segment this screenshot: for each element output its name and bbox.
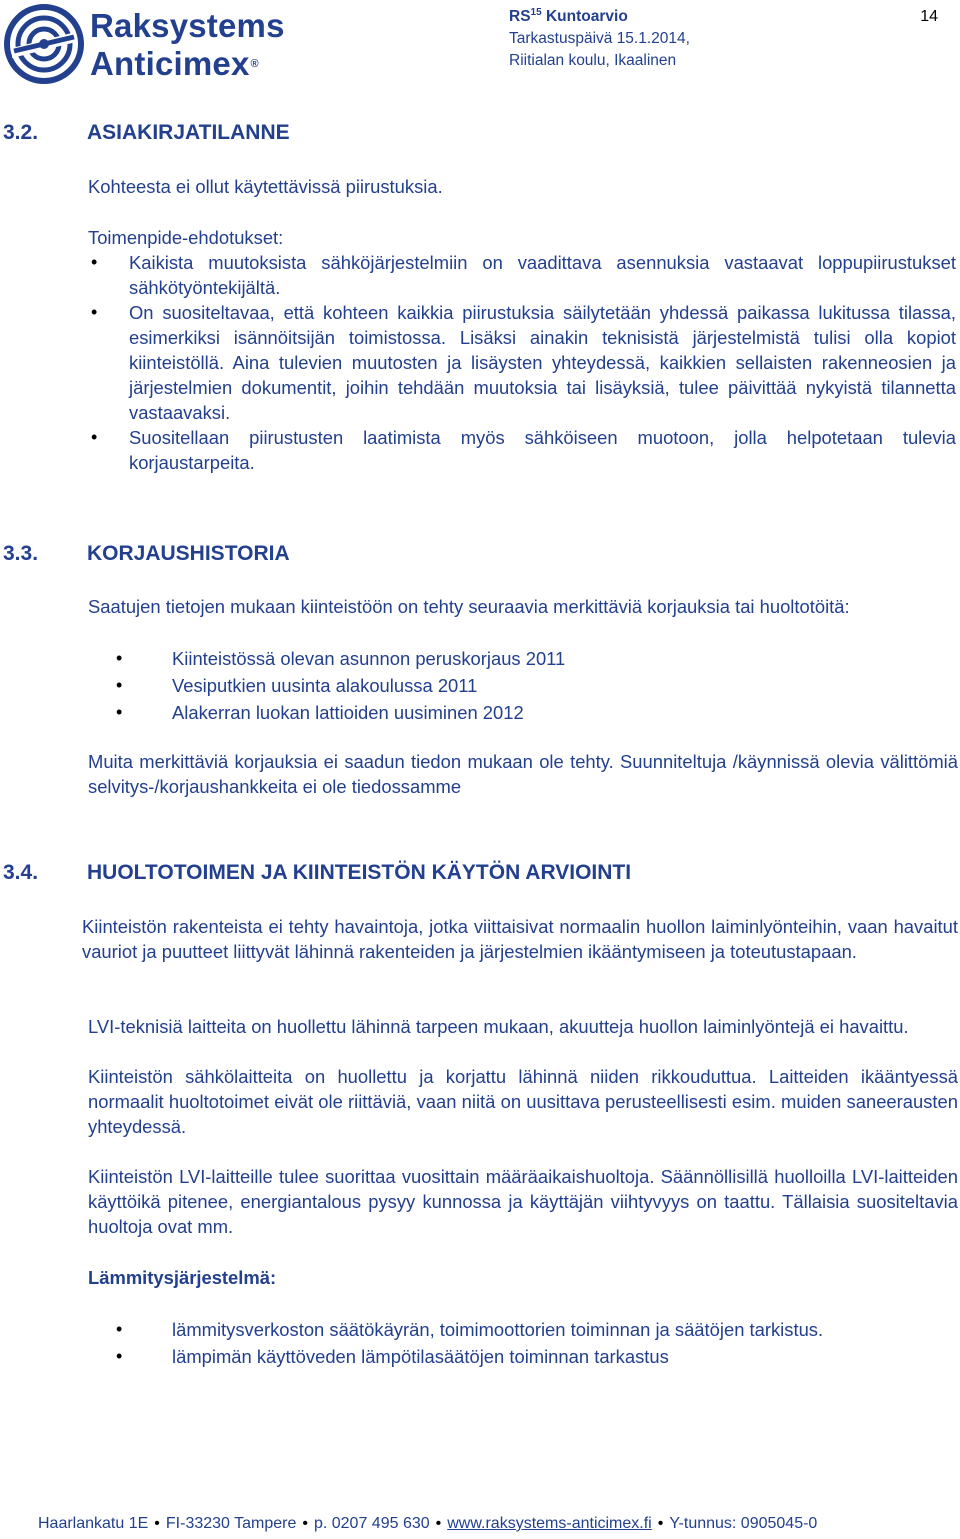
- maintenance-paragraph-2: LVI-teknisiä laitteita on huollettu lähinnä tarpeen mukaan, akuutteja huollon laiminlyöntejä ei havaittu.: [88, 1016, 909, 1037]
- proposals-list: [88, 250, 956, 475]
- heating-system-subheading: Lämmitysjärjestelmä:: [88, 1267, 277, 1288]
- proposals-label: Toimenpide-ehdotukset:: [88, 227, 284, 248]
- list-item: • lämpimän käyttöveden lämpötilasäätöjen toiminnan tarkastus: [88, 1344, 958, 1369]
- list-item: • Alakerran luokan lattioiden uusiminen 2012: [88, 700, 956, 725]
- list-item: • On suositeltavaa, että kohteen kaikkia piirustuksia säilytetään yhdessä paikassa lukitussa tilassa, esimerkiksi isännöitsijän toimistossa. Lisäksi ainakin teknisistä järjestelmistä tulisi olla kopiot kiinteistöllä. Aina tulevien muutosten ja lisäysten yhteydessä, kaikkien sellaisten rakenneosien ja järjestelmien dokumentit, joihin tehdään muutoksia tai lisäyksiä, tulee päivittää nykyistä tilannetta vastaavaksi.: [88, 300, 956, 425]
- footer-website-link[interactable]: www.raksystems-anticimex.fi: [447, 1515, 652, 1532]
- footer-phone: p. 0207 495 630: [313, 1515, 430, 1532]
- list-item: • Kiinteistössä olevan asunnon peruskorjaus 2011: [88, 646, 956, 671]
- document-title: RS$^{15}$ Kuntoarvio: [509, 6, 628, 25]
- footer-bullet-separator: •: [435, 1515, 442, 1532]
- footer-bullet-separator: •: [657, 1515, 664, 1532]
- maintenance-paragraph-3: Kiinteistön sähkölaitteita on huollettu ja korjattu lähinnä niiden rikkouduttua. Laitteiden ikääntyessä normaalit huoltotoimet eivät ole riittäviä, vaan niitä on uusittava perusteellisesti esim. muiden saneerausten yhteydessä.: [88, 1066, 958, 1137]
- page-footer: [38, 1515, 817, 1533]
- page-number: 14: [920, 8, 938, 25]
- document-header-info: [509, 6, 929, 72]
- section-heading-3-4: 3.4. HUOLTOTOIMEN JA KIINTEISTÖN KÄYTÖN ARVIOINTI: [3, 861, 632, 884]
- repair-history-intro: Saatujen tietojen mukaan kiinteistöön on tehty seuraavia merkittäviä korjauksia tai huoltotöitä:: [88, 596, 850, 617]
- repair-history-list: [88, 646, 956, 727]
- list-item: • Suositellaan piirustusten laatimista myös sähköiseen muotoon, jolla helpotetaan tulevia korjaustarpeita.: [88, 425, 956, 475]
- logo-text-raksystems: Raksystems: [90, 7, 285, 44]
- footer-bullet-separator: •: [154, 1515, 160, 1532]
- list-item: • Kaikista muutoksista sähköjärjestelmiin on vaadittava asennuksia vastaavat loppupiirustukset sähkötyöntekijältä.: [88, 250, 956, 300]
- footer-address: Haarlankatu 1E: [38, 1515, 149, 1532]
- inspection-date: Tarkastuspäivä 15.1.2014,: [509, 30, 690, 47]
- logo-text-anticimex: Anticimex®: [90, 45, 259, 82]
- list-item: • Vesiputkien uusinta alakoulussa 2011: [88, 673, 956, 698]
- footer-bullet-separator: •: [302, 1515, 308, 1532]
- heating-maintenance-list: [88, 1317, 958, 1371]
- logo-globe-icon: [4, 4, 84, 84]
- repair-history-outro: Muita merkittäviä korjauksia ei saadun tiedon mukaan ole tehty. Suunniteltuja /käynnissä olevia välittömiä selvitys-/korjaushankkeita ei ole tiedossamme: [88, 751, 958, 797]
- list-item: • lämmitysverkoston säätökäyrän, toimimoottorien toiminnan ja säätöjen tarkistus.: [88, 1317, 958, 1342]
- footer-postal: FI-33230 Tampere: [165, 1515, 297, 1532]
- maintenance-paragraph-4: Kiinteistön LVI-laitteille tulee suorittaa vuosittain määräaikaishuoltoja. Säännöllisillä huolloilla LVI-laitteiden käyttöikä pitenee, energiantalous pysyy kunnossa ja käyttäjän viihtyvyys on taattu. Tällaisia suositeltavia huoltoja ovat mm.: [88, 1166, 958, 1237]
- section-heading-3-3: 3.3. KORJAUSHISTORIA: [3, 542, 290, 565]
- company-logo: [4, 4, 304, 84]
- maintenance-paragraph-1: Kiinteistön rakenteista ei tehty havaintoja, jotka viittaisivat normaalin huollon laiminlyönteihin, vaan havaitut vauriot ja puutteet liittyvät lähinnä rakenteiden ja järjestelmien ikääntymiseen ja toteutustapaan.: [82, 916, 958, 962]
- section-3-2-paragraph: Kohteesta ei ollut käytettävissä piirustuksia.: [88, 176, 443, 197]
- section-heading-3-2: 3.2. ASIAKIRJATILANNE: [3, 121, 290, 144]
- site-location: Riitialan koulu, Ikaalinen: [509, 52, 677, 69]
- footer-business-id: Y-tunnus: 0905045-0: [669, 1515, 818, 1532]
